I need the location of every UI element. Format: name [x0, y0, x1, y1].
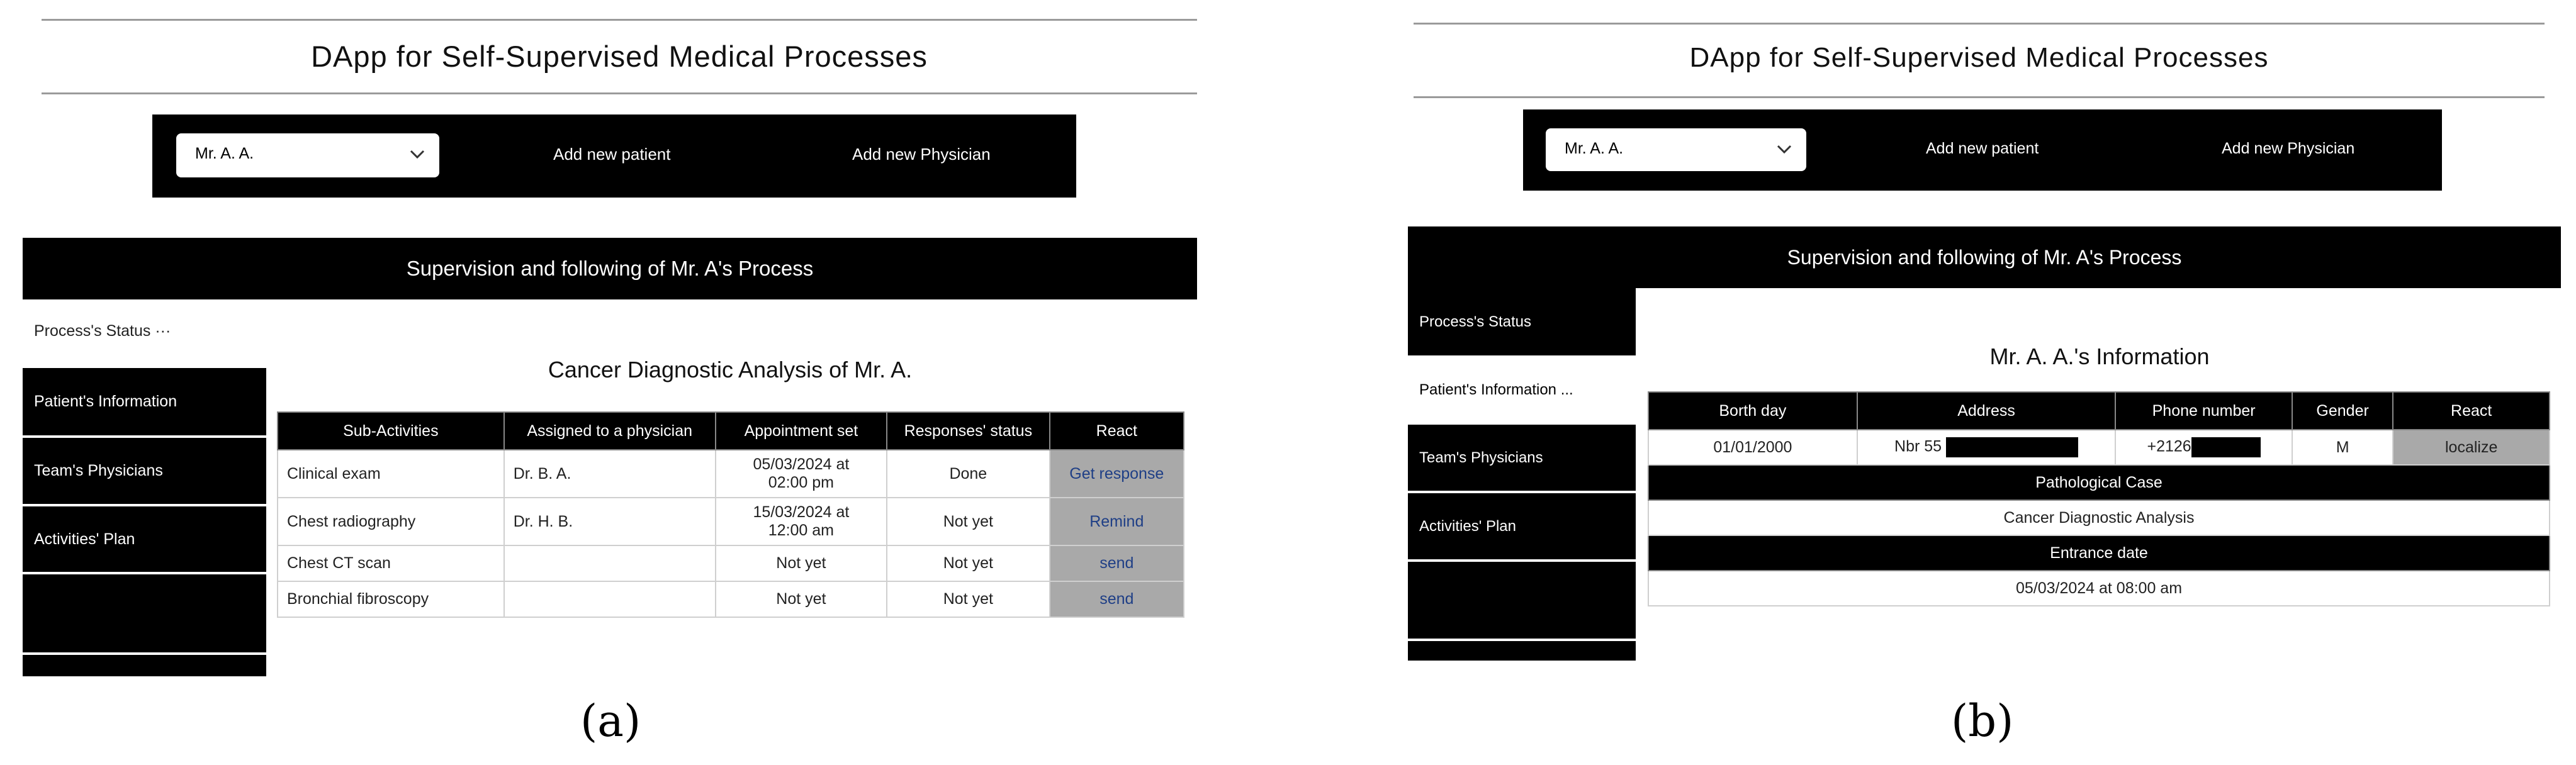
status-cell: Not yet: [887, 581, 1050, 617]
physician-cell: [504, 581, 716, 617]
status-cell: Not yet: [887, 545, 1050, 581]
send-button[interactable]: send: [1050, 581, 1184, 617]
sidebar-item-label: Patient's Information: [34, 393, 177, 410]
process-status-tab[interactable]: Process's Status ···: [34, 322, 171, 340]
column-header: Address: [1857, 392, 2116, 430]
table-row: [278, 450, 1184, 498]
section-title-bar: Supervision and following of Mr. A's Process: [23, 238, 1197, 299]
sidebar-item-label: Team's Physicians: [1419, 449, 1543, 466]
physician-cell: [504, 545, 716, 581]
appointment-date: 05/03/2024 at: [753, 455, 850, 473]
sidebar: [1408, 288, 1636, 661]
column-header: Phone number: [2115, 392, 2292, 430]
top-nav-bar: [1523, 109, 2442, 191]
pathological-case-value: Cancer Diagnostic Analysis: [1648, 500, 2550, 535]
phone-value: +2126: [2147, 437, 2191, 455]
sidebar-item-activities-plan[interactable]: [23, 506, 266, 572]
panel-b: [1385, 0, 2576, 765]
table-row: [1648, 465, 2550, 500]
add-patient-link[interactable]: Add new patient: [553, 145, 671, 164]
sidebar-item-empty: [1408, 562, 1636, 639]
patient-select-value: Mr. A. A.: [1565, 140, 1624, 157]
appointment-cell: Not yet: [716, 581, 887, 617]
content-title: Cancer Diagnostic Analysis of Mr. A.: [548, 357, 913, 382]
patient-select[interactable]: [176, 133, 439, 177]
appointment-cell: [716, 450, 887, 498]
redaction-box: [2191, 437, 2261, 457]
physician-cell: Dr. B. A.: [504, 450, 716, 498]
entrance-date-value: 05/03/2024 at 08:00 am: [1648, 571, 2550, 606]
table-row: [278, 581, 1184, 617]
sidebar: [23, 368, 266, 676]
app-title: DApp for Self-Supervised Medical Processes: [311, 40, 928, 73]
panel-a: [0, 0, 1234, 765]
physician-cell: Dr. H. B.: [504, 498, 716, 545]
add-physician-link[interactable]: Add new Physician: [852, 145, 991, 164]
figure-caption-b: (b): [1951, 695, 2014, 747]
activity-cell: Chest radiography: [278, 498, 504, 545]
table-row: [1648, 430, 2550, 465]
remind-button[interactable]: Remind: [1050, 498, 1184, 545]
patient-select[interactable]: [1546, 128, 1806, 171]
figure-caption-a: (a): [580, 695, 641, 747]
phone-cell: [2115, 430, 2292, 465]
table-header-row: [278, 412, 1184, 450]
send-button[interactable]: send: [1050, 545, 1184, 581]
address-value: Nbr 55: [1894, 437, 1942, 455]
table-header-row: [1648, 392, 2550, 430]
column-header: Appointment set: [716, 412, 887, 450]
status-cell: Not yet: [887, 498, 1050, 545]
table-row: [1648, 571, 2550, 606]
sidebar-item-patient-information[interactable]: [1408, 358, 1636, 422]
pathological-case-label: Pathological Case: [1648, 465, 2550, 500]
appointment-cell: [716, 498, 887, 545]
get-response-button[interactable]: Get response: [1050, 450, 1184, 498]
sidebar-item-activities-plan[interactable]: [1408, 493, 1636, 559]
app-title: DApp for Self-Supervised Medical Processes: [1689, 42, 2269, 73]
appointment-time: 02:00 pm: [768, 474, 835, 491]
sidebar-item-empty: [23, 574, 266, 652]
chevron-down-icon: [1775, 140, 1794, 159]
status-cell: Done: [887, 450, 1050, 498]
sidebar-item-label: Activities' Plan: [34, 530, 135, 548]
sidebar-item-team-physicians[interactable]: [23, 438, 266, 504]
column-header: Sub-Activities: [278, 412, 504, 450]
activity-cell: Chest CT scan: [278, 545, 504, 581]
column-header: React: [1050, 412, 1184, 450]
sub-activities-table: [277, 411, 1184, 618]
section-title-bar: Supervision and following of Mr. A's Process: [1408, 226, 2561, 288]
redaction-box: [1946, 437, 2078, 457]
title-divider: [42, 92, 1197, 94]
top-divider: [1414, 23, 2545, 25]
add-patient-link[interactable]: Add new patient: [1926, 140, 2039, 157]
table-row: [278, 545, 1184, 581]
column-header: Assigned to a physician: [504, 412, 716, 450]
patient-select-value: Mr. A. A.: [195, 145, 254, 162]
sidebar-item-team-physicians[interactable]: [1408, 425, 1636, 491]
column-header: React: [2393, 392, 2550, 430]
top-divider: [42, 19, 1197, 21]
sidebar-item-label: Patient's Information ...: [1419, 381, 1573, 398]
chevron-down-icon: [408, 145, 427, 164]
address-cell: [1857, 430, 2116, 465]
sidebar-item-label: Process's Status: [1419, 313, 1531, 330]
title-divider: [1414, 96, 2545, 98]
birthday-cell: 01/01/2000: [1648, 430, 1857, 465]
entrance-date-label: Entrance date: [1648, 535, 2550, 571]
top-nav-bar: [152, 114, 1076, 198]
activity-cell: Bronchial fibroscopy: [278, 581, 504, 617]
sidebar-item-process-status[interactable]: [1408, 288, 1636, 355]
appointment-cell: Not yet: [716, 545, 887, 581]
table-row: [1648, 500, 2550, 535]
appointment-time: 12:00 am: [768, 522, 835, 539]
column-header: Responses' status: [887, 412, 1050, 450]
gender-cell: M: [2292, 430, 2393, 465]
localize-button[interactable]: localize: [2393, 430, 2550, 465]
table-row: [1648, 535, 2550, 571]
sidebar-footer: [1408, 641, 1636, 661]
table-row: [278, 498, 1184, 545]
patient-info-table: [1648, 391, 2550, 606]
sidebar-item-label: Team's Physicians: [34, 462, 163, 479]
appointment-date: 15/03/2024 at: [753, 503, 850, 521]
add-physician-link[interactable]: Add new Physician: [2222, 140, 2355, 157]
column-header: Gender: [2292, 392, 2393, 430]
activity-cell: Clinical exam: [278, 450, 504, 498]
sidebar-item-patient-information[interactable]: [23, 368, 266, 435]
content-title: Mr. A. A.'s Information: [1989, 343, 2210, 369]
sidebar-footer: [23, 655, 266, 676]
column-header: Borth day: [1648, 392, 1857, 430]
sidebar-item-label: Activities' Plan: [1419, 517, 1516, 535]
